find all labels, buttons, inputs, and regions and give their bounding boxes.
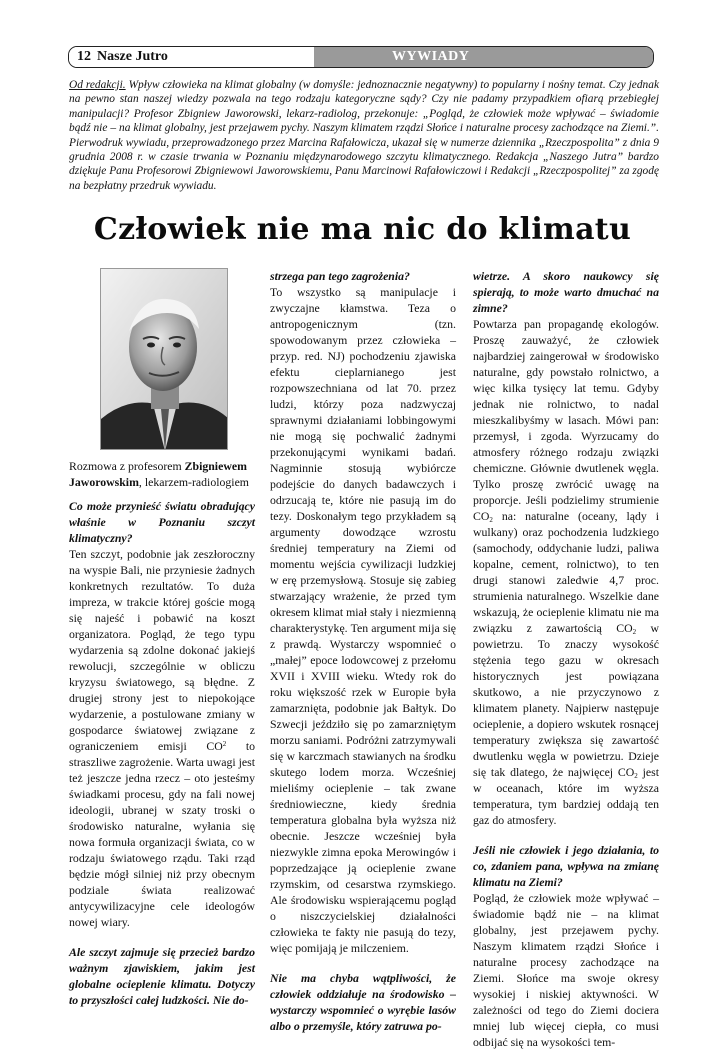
publication-name: Nasze Jutro <box>97 49 168 64</box>
answer-2: To wszystko są manipulacje i zwyczajne kłamstwa. Teza o antropogenicznym (tzn. spowodowanym przez człowieka – przyp. red. NJ) pochodzeniu zjawiska efektu cieplarnianego jest rozpowszechniana od lat 70. przez ludzi, którzy poza nadzwyczaj sprawnymi działaniami lobbingowymi nie mogą się pochwalić żadnymi przekonującymi wynikami badań. Nagminnie stosują wybiórcze podejście do danych badawczych i odrzucają te, które nie pasują im do tezy. Doskonałym tego przykładem są argumenty dowodzące wzrostu średniej temperatury na Ziemi od momentu wejścia cywilizacji ludzkiej w erę przemysłową. Stosuje się zabieg stwarzający wrażenie, że przed tym okresem klimat miał stały i niezmienną charakterystykę. Ten argument mija się z prawdą. Wystarczy wspomnieć o „małej” epoce lodowcowej z przełomu XVII i XVIII wieku. Wtedy rok do roku większość rzek w Europie była zamarznięta, podobnie jak Bałtyk. Do Szwecji jeździło się po zamarzniętym morzu saniami. Podróżni zatrzymywali się w karczmach stawianych na środku skutego lodem morza. Wcześniej mieliśmy ocieplenie – tak zwane średniowieczne, kiedy średnia temperatura globalna była wyższa niż obecnie. Jeszcze wcześniej była niezwykle zimna epoka Merowingów i poprzedzające ją ocieplenie zwane rzymskim, od cesarstwa rzymskiego. Ale środowisku wspierającemu pogląd o niszczycielskiej działalności człowieka te fakty nie pasują do tezy, więc pomijają je milczeniem. <box>270 285 456 955</box>
page-header <box>68 46 654 68</box>
question-2: Ale szczyt zajmuje się przecież bardzo ważnym zjawiskiem, jakim jest globalne ocieplenie klimatu. Dotyczy to przyszłości całej ludzkości. Nie do- <box>69 945 255 1007</box>
interview-caption <box>69 458 255 490</box>
section-label: WYWIADY <box>314 47 653 67</box>
co2-subscript: 2 <box>634 772 638 780</box>
answer-1-text-end: to straszliwe zagrożenie. Warta uwagi jest też jeszcze jedna rzecz – oto jesteśmy świadkami procesu, gdy na fali nowej ideologii, ubranej w szaty troski o środowisko naturalne, wyłania się nowa formuła organizacji świata, co w rodzaju światowego rządu. Taki rząd będzie mógł silniej niż przy obecnym podziale świata realizować antycywilizacyjne cele ideologów nowej wiary. <box>69 739 255 929</box>
article-title: Człowiek nie ma nic do klimatu <box>93 212 632 247</box>
answer-4: Pogląd, że człowiek może wpływać – świadomie bądź nie – na klimat globalny, jest przejawem pychy. Naszym klimatem rządzi Słońce i naturalne procesy zachodzące na Ziemi. Słońce ma swoje okresy wysokiej i niskiej aktywności. W zależności od tego do Ziemi dociera mniej lub więcej ciepła, co musi odbijać się na wysokości tem- <box>473 891 659 1049</box>
question-2-cont: strzega pan tego zagrożenia? <box>270 269 410 283</box>
editorial-note-text: Wpływ człowieka na klimat globalny (w domyśle: jednoznacznie negatywny) to popularny i nośny temat. Czy jednak na pewno stan naszej wiedzy pozwala na tego rodzaju kategoryczne sądy? Czy nie padamy przypadkiem ofiarą przebiegłej manipulacji? Profesor Zbigniew Jaworowski, lekarz-radiolog, przekonuje: „Pogląd, że człowiek może wpływać – świadomie bądź nie – na klimat globalny, jest przejawem pychy. Naszym klimatem rządzi Słońce i naturalne procesy zachodzące na Ziemi.”. Pierwodruk wywiadu, przeprowadzonego przez Marcina Rafałowicza, ukazał się w numerze dziennika „Rzeczpospolita” z dnia 9 grudnia 2008 r. w czasie trwania w Poznaniu międzynarodowego szczytu klimatycznego. Redakcja „Naszego Jutra” bardzo dziękuje Panu Profesorowi Zbigniewowi Jaworowskiemu, Panu Marcinowi Rafałowiczowi i Redakcji „Rzeczpospolitej” za zgodę na bezpłatny przedruk wywiadu. <box>69 79 660 192</box>
portrait-image <box>101 269 228 450</box>
editorial-note-label: Od redakcji. <box>69 79 126 91</box>
question-1: Co może przynieść światu obradujący właśnie w Poznaniu szczyt klimatyczny? <box>69 499 255 545</box>
header-left <box>69 47 322 67</box>
portrait-photo <box>100 268 228 450</box>
caption-text: Rozmowa z profesorem <box>69 459 185 473</box>
interviewee-name: Zbigniewem Jaworowskim <box>69 459 247 489</box>
answer-3-text-3: w powietrzu. To znaczy wysokość stężenia tego gazu w okresach historycznych jest powiązana skutkowo, a nie przyczynowo z klimatem planety. Najpierw następuje ocieplenie, a dopiero wskutek rosnącej temperatury zwiększa się zawartość dwutlenku węgla w powietrzu. Dzieje się tak dlatego, że najwięcej CO <box>473 621 660 779</box>
question-4: Jeśli nie człowiek i jego działania, to co, zdaniem pana, wpływa na zmianę klimatu na Ziemi? <box>473 843 659 889</box>
caption-text-end: , lekarzem-radiologiem <box>138 475 249 489</box>
answer-1 <box>69 546 255 930</box>
question-3: Nie ma chyba wątpliwości, że człowiek oddziałuje na środowisko – wystarczy wspomnieć o wyrębie lasów albo o przemyśle, który zatruwa po- <box>270 971 456 1033</box>
co2-subscript: 2 <box>489 516 493 524</box>
answer-3-text-1: Powtarza pan propagandę ekologów. Proszę zauważyć, że człowiek najbardziej zaingerował w środowisko naturalne, gdy powstało rolnictwo, a więc kilka tysięcy lat temu. Gdyby jednak nie rolnictwo, to nadal mieszkalibyśmy w lasach. Mówi pan: przemysł, i zgoda. Wyrzucamy do atmosfery różnego rodzaju związki chemiczne. Głównie dwutlenek węgla. Tylko proszę zwrócić uwagę na proporcje. Jeśli podzielimy strumienie CO <box>473 317 659 523</box>
column-3 <box>473 268 659 1050</box>
column-1 <box>69 458 255 1008</box>
answer-3-text-2: na: naturalne (oceany, lądy i wulkany) oraz pochodzenia ludzkiego (samochody, oddychanie ludzi, paliwa kopalne, cement, rolnictwo), to ten drugi stanowi zaledwie 4,7 proc. strumienia naturalnego. Wszelkie dane wskazują, że ocieplenie klimatu nie ma związku z zawartością CO <box>473 509 659 635</box>
page-number: 12 <box>77 49 91 64</box>
editorial-note <box>69 78 659 193</box>
answer-1-sup: 2 <box>222 740 227 748</box>
question-3-cont: wietrze. A skoro naukowcy się spierają, to może warto dmuchać na zimne? <box>473 269 659 315</box>
answer-1-text: Ten szczyt, podobnie jak zeszłoroczny na wyspie Bali, nie przyniesie żadnych konkretnych rezultatów. To duża impreza, w trakcie której goście mogą się najeść i pobawić na koszt organizatora. Pogląd, że tego typu wydarzenia są zdolne dokonać jakiejś rewolucji, szczególnie w obliczu kryzysu światowego, są błędne. Z drugiej strony jest to niepokojące wydarzenie, a postulowane zmiany w gospodarce światowej związane z ograniczeniem emisji CO <box>69 547 255 753</box>
answer-3-text-4: jest w oceanach, które im wyższa temperatura, tym bardziej oddają ten gaz do atmosfery. <box>473 765 659 827</box>
column-2 <box>270 268 456 1034</box>
answer-3 <box>473 316 659 828</box>
co2-subscript: 2 <box>632 628 637 636</box>
